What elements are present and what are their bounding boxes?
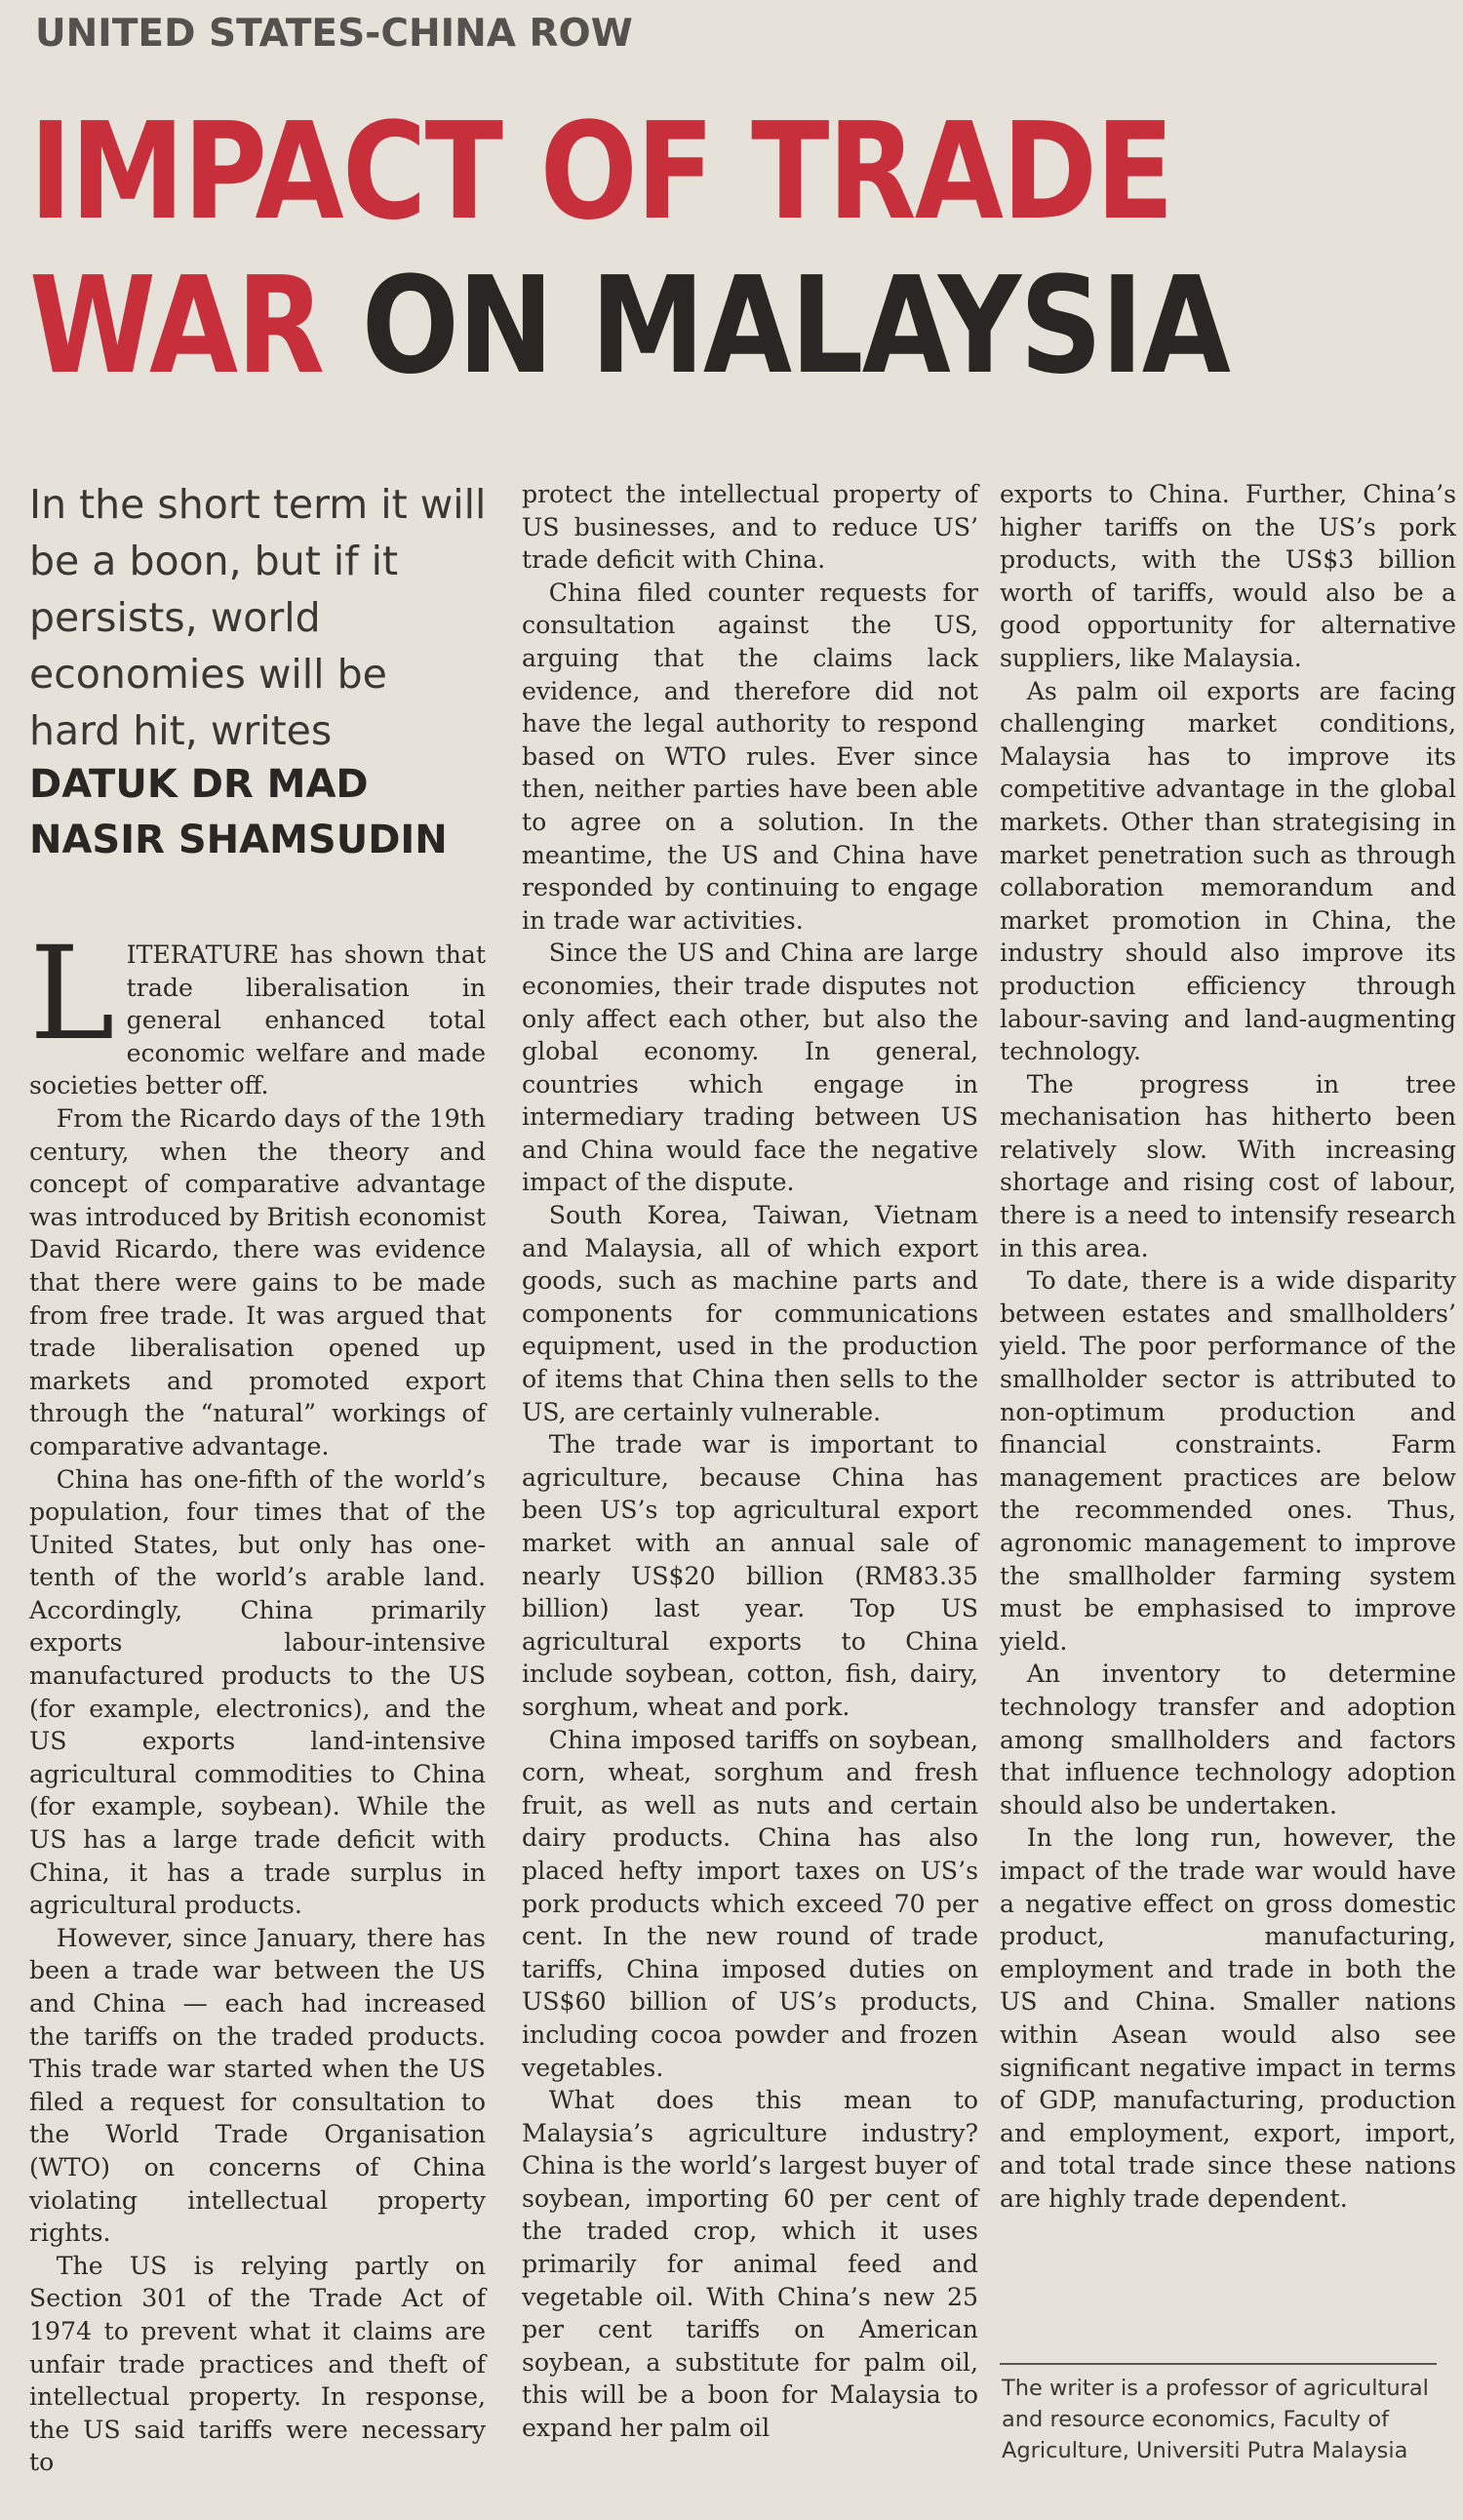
paragraph: In the long run, however, the impact of the trade war would have a negative effect on gross domestic product, manufacturing, employment and trade in both the US and China. Smaller nations within Asean would also see significant negative impact in terms of GDP, manufacturing, production and employment, export, import, and total trade since these nations are highly trade dependent.	[1000, 1823, 1456, 2213]
paragraph: China imposed tariffs on soybean, corn, wheat, sorghum and fresh fruit, as well as nuts and certain dairy products. China has also placed hefty import taxes on US’s pork products which exceed 70 per cent. In the new round of trade tariffs, China imposed duties on US$60 billion of US’s products, including cocoa powder and frozen vegetables.	[522, 1725, 978, 2082]
byline: DATUK DR MAD NASIR SHAMSUDIN	[29, 762, 448, 862]
paragraph: The US is relying partly on Section 301 of the Trade Act of 1974 to prevent what it claims are unfair trade practices and theft of intellectual property. In response, the US said tariffs were necessary to	[29, 2251, 486, 2477]
headline-word-red: WAR	[29, 249, 324, 404]
headline	[29, 96, 1237, 404]
article-column-1	[29, 919, 486, 2500]
paragraph: The trade war is important to agriculture, because China has been US’s top agricultural export market with an annual sale of nearly US$20 billion (RM83.35 billion) last year. Top US agricultural exports to China include soybean, cotton, fish, dairy, sorghum, wheat and pork.	[522, 1430, 978, 1721]
section-kicker: UNITED STATES-CHINA ROW	[35, 12, 633, 56]
paragraph: To date, there is a wide disparity between estates and smallholders’ yield. The poor performance of the smallholder sector is attributed to non-optimum production and financial constraints. Farm management practices are below the recommended ones. Thus, agronomic management to improve the smallholder farming system must be emphasised to improve yield.	[1000, 1266, 1456, 1656]
paragraph: Since the US and China are large economies, their trade disputes not only affect each other, but also the global economy. In general, countries which engage in intermediary trading between US and China would face the negative impact of the dispute.	[522, 939, 978, 1197]
paragraph: An inventory to determine technology transfer and adoption among smallholders and factors that influence technology adoption should also be undertaken.	[1000, 1660, 1456, 1820]
article-column-3	[1000, 478, 1456, 2351]
paragraph: From the Ricardo days of the 19th century, when the theory and concept of comparative advantage was introduced by British economist David Ricardo, there was evidence that there were gains to be made from free trade. It was argued that trade liberalisation opened up markets and promoted export through the “natural” workings of comparative advantage.	[29, 1103, 486, 1460]
paragraph: protect the intellectual property of US businesses, and to reduce US’ trade deficit with China.	[522, 480, 978, 575]
paragraph: What does this mean to Malaysia’s agriculture industry? China is the world’s largest buyer of soybean, importing 60 per cent of the traded crop, which it uses primarily for animal feed and vegetable oil. With China’s new 25 per cent tariffs on American soybean, a substitute for palm oil, this will be a boon for Malaysia to expand her palm oil	[522, 2086, 978, 2443]
paragraph: China filed counter requests for consultation against the US, arguing that the claims lack evidence, and therefore did not have the legal authority to respond based on WTO rules. Ever since then, neither parties have been able to agree on a solution. In the meantime, the US and China have responded by continuing to engage in trade war activities.	[522, 578, 978, 935]
paragraph: The progress in tree mechanisation has hitherto been relatively slow. With increasing shortage and rising cost of labour, there is a need to intensify research in this area.	[1000, 1069, 1456, 1262]
paragraph: exports to China. Further, China’s higher tariffs on the US’s pork products, with the US$3 billion worth of tariffs, would also be a good opportunity for alternative suppliers, like Malaysia.	[1000, 480, 1456, 672]
paragraph	[29, 919, 486, 1102]
drop-cap: L	[29, 919, 115, 1069]
paragraph: However, since January, there has been a trade war between the US and China — each had increased the tariffs on the traded products. This trade war started when the US filed a request for consultation to the World Trade Organisation (WTO) on concerns of China violating intellectual property rights.	[29, 1923, 486, 2248]
headline-line-2	[29, 250, 1237, 404]
paragraph-text: ITERATURE has shown that trade liberalisation in general enhanced total economic welfare and made societies better off.	[29, 940, 486, 1100]
standfirst: In the short term it will be a boon, but if it persists, world economies will be hard hit, writes	[29, 481, 487, 754]
headline-line-1: IMPACT OF TRADE	[29, 95, 1173, 250]
paragraph: As palm oil exports are facing challenging market conditions, Malaysia has to improve its competitive advantage in the global markets. Other than strategising in market penetration such as through collaboration memorandum and market promotion in China, the industry should also improve its production efficiency through labour-saving and land-augmenting technology.	[1000, 676, 1456, 1066]
footnote-divider	[1000, 2363, 1437, 2365]
author-footnote: The writer is a professor of agricultural and resource economics, Faculty of Agriculture, Universiti Putra Malaysia	[1002, 2376, 1429, 2463]
headline-words-dark: ON MALAYSIA	[361, 249, 1230, 404]
article-column-2	[522, 478, 978, 2498]
paragraph: South Korea, Taiwan, Vietnam and Malaysia, all of which export goods, such as machine parts and components for communications equipment, used in the production of items that China then sells to the US, are certainly vulnerable.	[522, 1201, 978, 1426]
paragraph: China has one-fifth of the world’s population, four times that of the United States, but only has one-tenth of the world’s arable land. Accordingly, China primarily exports labour-intensive manufactured products to the US (for example, electronics), and the US exports land-intensive agricultural commodities to China (for example, soybean). While the US has a large trade deficit with China, it has a trade surplus in agricultural products.	[29, 1464, 486, 1920]
